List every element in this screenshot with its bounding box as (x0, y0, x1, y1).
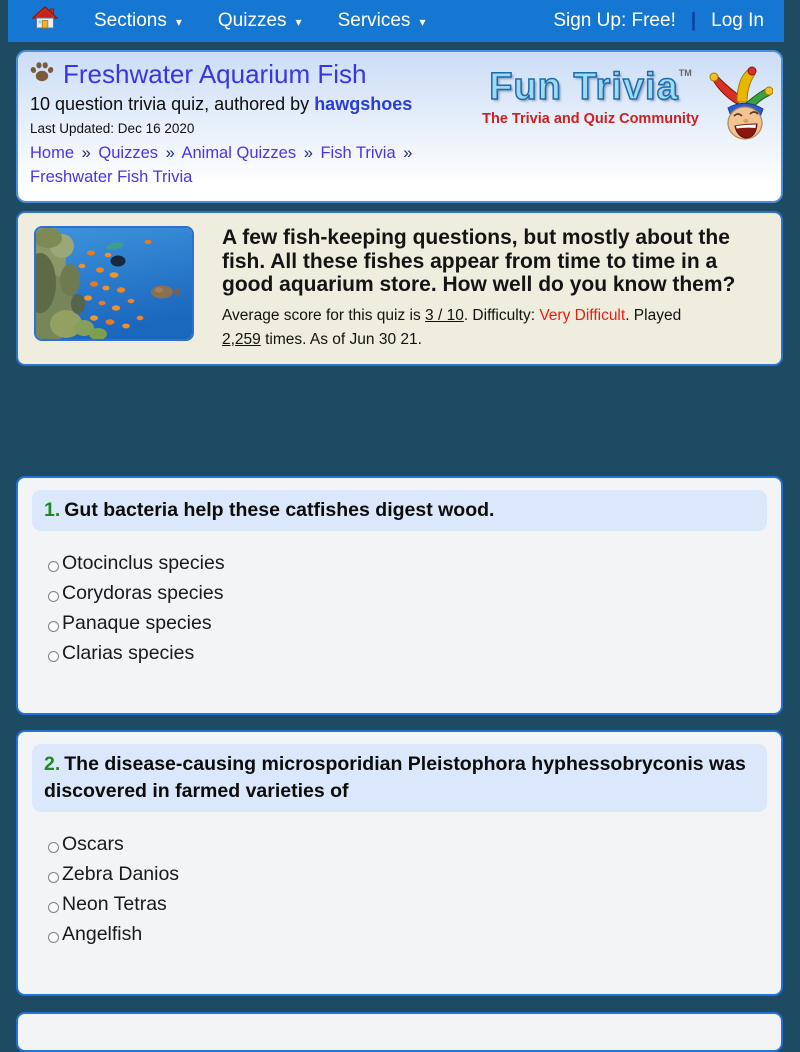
quiz-header-card (16, 50, 783, 203)
question-1-number: 1. (44, 498, 61, 521)
aquarium-photo (34, 226, 194, 341)
question-card-3-partial (16, 1012, 783, 1052)
option-label: Corydoras species (62, 581, 224, 604)
quiz-description-card (16, 211, 783, 366)
option-label: Oscars (62, 832, 124, 855)
option-label: Clarias species (62, 641, 195, 664)
breadcrumb-separator: » (165, 144, 175, 162)
question-1-text: Gut bacteria help these catfishes digest wood. (64, 498, 495, 521)
option-q2-a[interactable] (48, 834, 767, 856)
nav-item-label: Quizzes (217, 10, 287, 31)
question-card-2 (16, 730, 783, 996)
description-column (222, 226, 769, 352)
chevron-down-icon: ▾ (175, 15, 182, 29)
logo-tm: TM (678, 68, 692, 78)
radio-q2-d[interactable] (48, 932, 59, 943)
score-link[interactable]: 3 / 10 (425, 306, 464, 324)
subtitle-prefix: 10 question trivia quiz, authored by (30, 94, 315, 114)
option-q2-c[interactable] (48, 894, 767, 916)
option-label: Neon Tetras (62, 892, 167, 915)
option-q1-c[interactable] (48, 613, 767, 635)
breadcrumb-quizzes[interactable]: Quizzes (98, 144, 158, 162)
option-label: Otocinclus species (62, 551, 225, 574)
option-q2-d[interactable] (48, 924, 767, 946)
signup-link[interactable]: Sign Up: Free! (553, 10, 676, 31)
breadcrumb-animal-quizzes[interactable]: Animal Quizzes (181, 144, 297, 162)
question-2-options (32, 834, 767, 946)
option-q2-b[interactable] (48, 864, 767, 886)
radio-q2-c[interactable] (48, 902, 59, 913)
paw-icon (30, 61, 54, 88)
breadcrumb (30, 141, 482, 189)
breadcrumb-home[interactable]: Home (30, 144, 75, 162)
home-icon (32, 6, 58, 36)
question-2-text: The disease-causing microsporidian Pleistophora hyphessobryconis was discovered in farmed varieties of (44, 752, 746, 802)
stats-after: . Played (625, 306, 682, 324)
question-2-header (32, 744, 767, 812)
option-label: Angelfish (62, 922, 143, 945)
question-1-options (32, 553, 767, 665)
breadcrumb-freshwater-fish-trivia[interactable]: Freshwater Fish Trivia (30, 168, 193, 186)
home-button[interactable] (32, 6, 58, 36)
radio-q2-b[interactable] (48, 872, 59, 883)
question-2-number: 2. (44, 752, 61, 775)
question-1-header (32, 490, 767, 531)
nav-left-group (8, 6, 425, 36)
top-navbar (8, 0, 784, 42)
option-q1-b[interactable] (48, 583, 767, 605)
breadcrumb-separator: » (81, 144, 91, 162)
nav-item-quizzes[interactable] (218, 10, 302, 32)
last-updated: Last Updated: Dec 16 2020 (30, 121, 195, 136)
option-label: Panaque species (62, 611, 212, 634)
chevron-down-icon: ▾ (295, 15, 302, 29)
option-label: Zebra Danios (62, 862, 180, 885)
nav-divider: | (690, 10, 697, 31)
logo-title: Fun Trivia™ (489, 66, 692, 108)
radio-q1-c[interactable] (48, 621, 59, 632)
nav-item-label: Services (337, 10, 411, 31)
login-link[interactable]: Log In (711, 10, 764, 31)
stats-suffix: times. As of Jun 30 21. (260, 330, 422, 348)
radio-q1-d[interactable] (48, 651, 59, 662)
chevron-down-icon: ▾ (419, 15, 426, 29)
stats-mid: . Difficulty: (463, 306, 540, 324)
difficulty-value: Very Difficult (539, 306, 626, 324)
nav-item-services[interactable] (338, 10, 426, 32)
option-q1-a[interactable] (48, 553, 767, 575)
radio-q1-a[interactable] (48, 561, 59, 572)
quiz-description-text: A few fish-keeping questions, but mostly about the fish. All these fishes appear from time to time in a good aquarium store. How well do you know them? (222, 226, 736, 296)
breadcrumb-fish-trivia[interactable]: Fish Trivia (320, 144, 396, 162)
question-card-1 (16, 476, 783, 715)
plays-link[interactable]: 2,259 (222, 330, 261, 348)
breadcrumb-separator: » (303, 144, 313, 162)
page-title: Freshwater Aquarium Fish (63, 59, 367, 89)
logo-text (473, 66, 708, 127)
nav-right-group (553, 10, 784, 32)
breadcrumb-separator: » (403, 144, 413, 162)
nav-item-sections[interactable] (94, 10, 182, 32)
funtrivia-logo[interactable] (473, 64, 773, 144)
stats-prefix: Average score for this quiz is (222, 306, 426, 324)
logo-tagline: The Trivia and Quiz Community (482, 111, 699, 127)
radio-q2-a[interactable] (48, 842, 59, 853)
author-link[interactable]: hawgshoes (314, 94, 413, 114)
quiz-stats (222, 304, 769, 352)
jester-icon (707, 64, 773, 147)
nav-item-label: Sections (94, 10, 167, 31)
option-q1-d[interactable] (48, 643, 767, 665)
radio-q1-b[interactable] (48, 591, 59, 602)
